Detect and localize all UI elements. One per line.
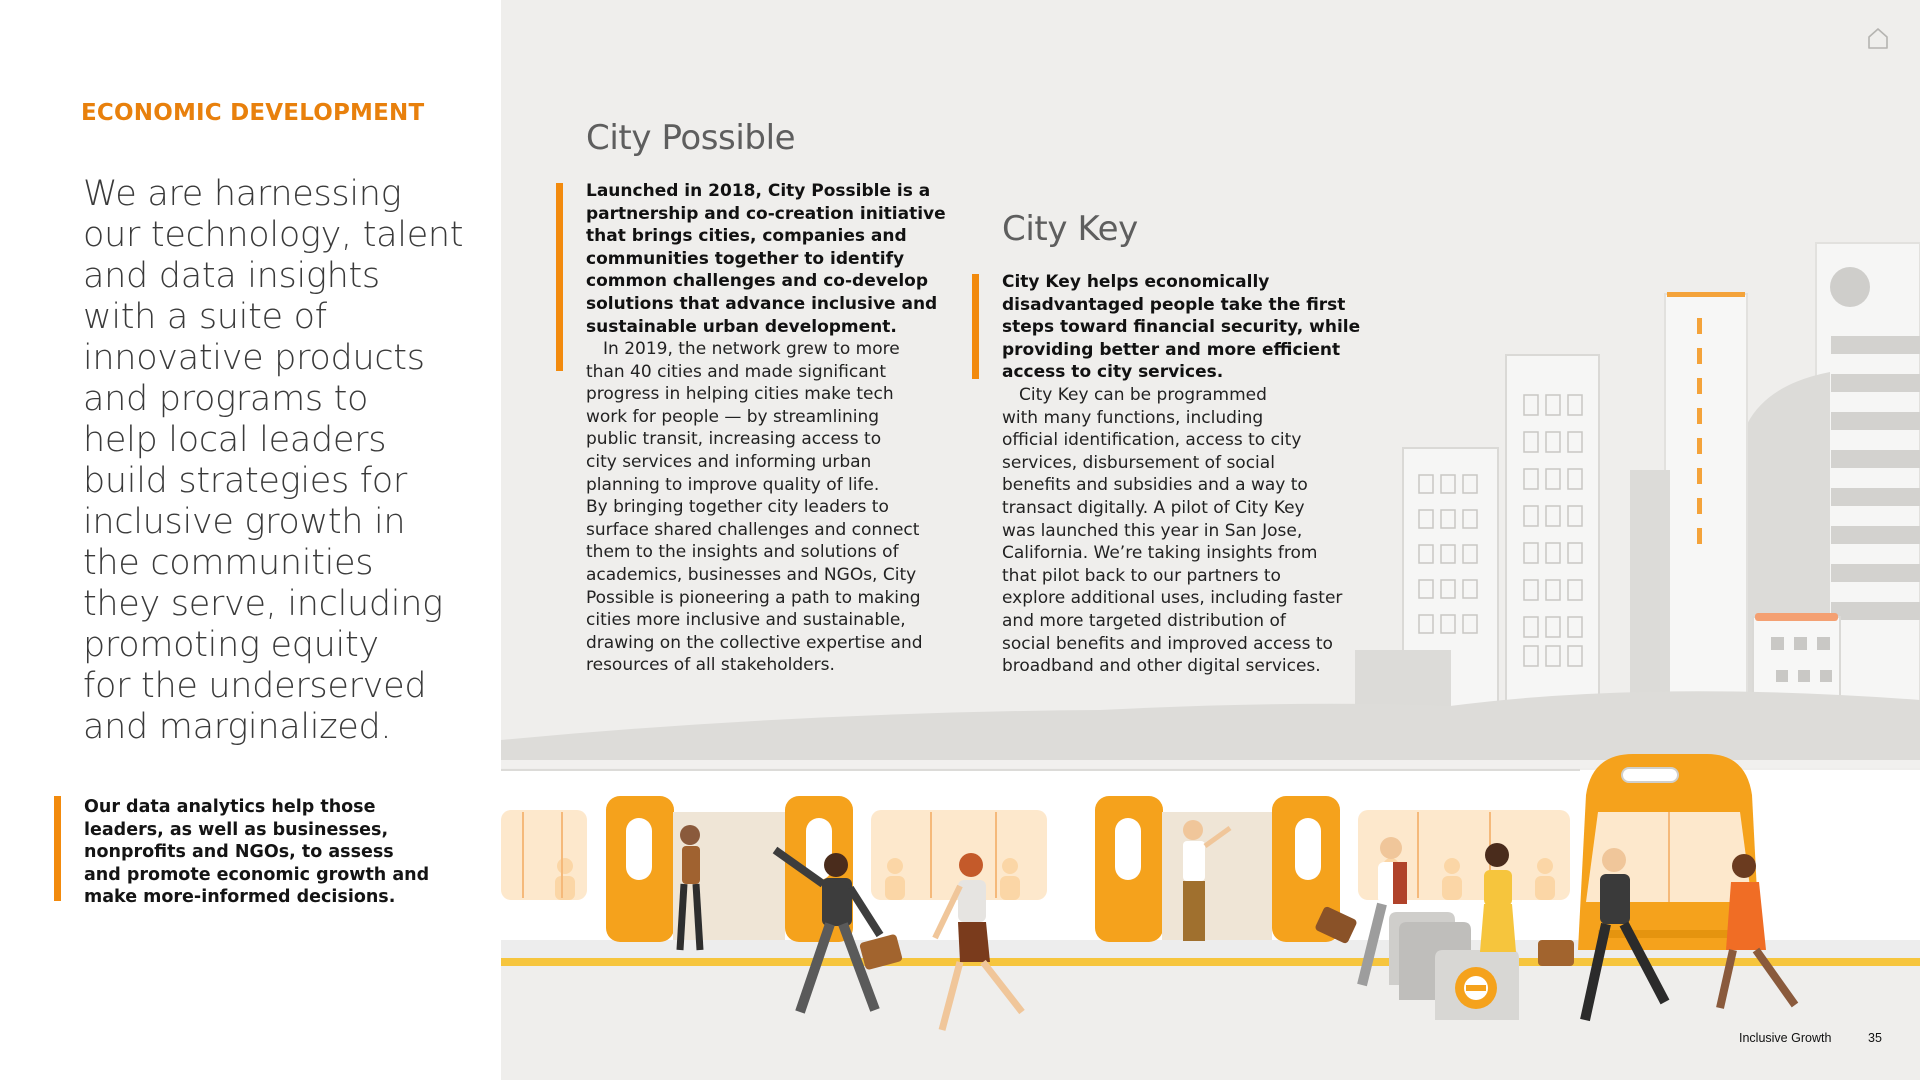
intro-line: common challenges and co-develop: [586, 271, 929, 292]
accent-bar: [972, 274, 979, 379]
intro-line: access to city services.: [1002, 362, 1224, 383]
body-line: planning to improve quality of life.: [586, 474, 880, 495]
lead-line: inclusive growth in: [83, 502, 406, 542]
lead-line: with a suite of: [83, 297, 327, 337]
body-line: services, disbursement of social: [1002, 452, 1275, 473]
side-note-line: leaders, as well as businesses,: [84, 819, 389, 840]
section-label: ECONOMIC DEVELOPMENT: [81, 100, 425, 126]
side-note-line: make more-informed decisions.: [84, 887, 396, 908]
intro-line: Launched in 2018, City Possible is a: [586, 181, 931, 201]
left-panel: [0, 0, 501, 1080]
body-line: resources of all stakeholders.: [586, 655, 835, 676]
city-key-body: [1002, 384, 1342, 678]
page-number: 35: [1868, 1031, 1882, 1045]
right-panel: [501, 0, 1920, 1080]
body-line: cities more inclusive and sustainable,: [586, 610, 906, 631]
city-possible-title: City Possible: [586, 118, 796, 158]
body-line: progress in helping cities make tech: [586, 384, 894, 405]
body-line: broadband and other digital services.: [1002, 656, 1321, 677]
body-line: and more targeted distribution of: [1002, 610, 1286, 631]
lead-line: innovative products: [83, 338, 425, 378]
side-note-line: and promote economic growth and: [84, 864, 430, 885]
body-line: work for people — by streamlining: [586, 406, 880, 427]
body-line: Possible is pioneering a path to making: [586, 587, 921, 608]
body-line: official identification, access to city: [1002, 430, 1302, 451]
body-line: By bringing together city leaders to: [586, 497, 889, 518]
body-line: benefits and subsidies and a way to: [1002, 475, 1308, 496]
lead-line: they serve, including: [83, 584, 443, 624]
body-line: than 40 cities and made significant: [586, 361, 887, 382]
body-line: City Key can be programmed: [1002, 385, 1267, 405]
body-line: was launched this year in San Jose,: [1002, 520, 1303, 541]
home-icon[interactable]: [1867, 27, 1889, 49]
body-line: transact digitally. A pilot of City Key: [1002, 497, 1305, 518]
intro-line: sustainable urban development.: [586, 316, 897, 337]
lead-line: the communities: [83, 543, 374, 583]
intro-line: solutions that advance inclusive and: [586, 293, 938, 314]
city-key-intro: [1002, 271, 1360, 384]
intro-line: steps toward financial security, while: [1002, 317, 1361, 338]
body-line: social benefits and improved access to: [1002, 633, 1333, 654]
body-line: with many functions, including: [1002, 407, 1264, 428]
intro-line: communities together to identify: [586, 248, 905, 269]
body-line: public transit, increasing access to: [586, 429, 882, 450]
footer-section-label: Inclusive Growth: [1739, 1031, 1832, 1045]
body-line: them to the insights and solutions of: [586, 542, 899, 563]
intro-line: partnership and co-creation initiative: [586, 203, 946, 224]
skyline-buildings: [1355, 243, 1920, 724]
lead-line: for the underserved: [83, 666, 427, 706]
intro-line: disadvantaged people take the first: [1002, 294, 1346, 315]
lead-line: and programs to: [83, 379, 369, 419]
lead-line: build strategies for: [83, 461, 407, 501]
city-possible-body: [586, 338, 923, 677]
lead-statement: [83, 174, 483, 748]
body-line: academics, businesses and NGOs, City: [586, 564, 917, 585]
lead-line: our technology, talent: [83, 215, 464, 255]
body-line: surface shared challenges and connect: [586, 519, 920, 540]
accent-bar: [54, 796, 61, 901]
side-note-line: Our data analytics help those: [84, 797, 376, 817]
lead-line: help local leaders: [83, 420, 387, 460]
lead-line: We are harnessing: [83, 174, 402, 214]
intro-line: that brings cities, companies and: [586, 226, 907, 247]
body-line: In 2019, the network grew to more: [586, 339, 900, 359]
intro-line: providing better and more efficient: [1002, 339, 1341, 360]
city-key-title: City Key: [1002, 209, 1138, 249]
body-line: drawing on the collective expertise and: [586, 632, 923, 653]
city-possible-intro: [586, 180, 946, 338]
intro-line: City Key helps economically: [1002, 272, 1270, 292]
accent-bar: [556, 183, 563, 371]
body-line: California. We’re taking insights from: [1002, 543, 1318, 564]
body-line: explore additional uses, including faster: [1002, 588, 1343, 609]
body-line: city services and informing urban: [586, 451, 872, 472]
body-line: that pilot back to our partners to: [1002, 565, 1281, 586]
lead-line: promoting equity: [83, 625, 379, 665]
metro-train: [501, 754, 1920, 966]
lead-line: and marginalized.: [83, 707, 392, 747]
side-note-line: nonprofits and NGOs, to assess: [84, 842, 394, 863]
lead-line: and data insights: [83, 256, 380, 296]
side-note-text: [84, 796, 429, 909]
